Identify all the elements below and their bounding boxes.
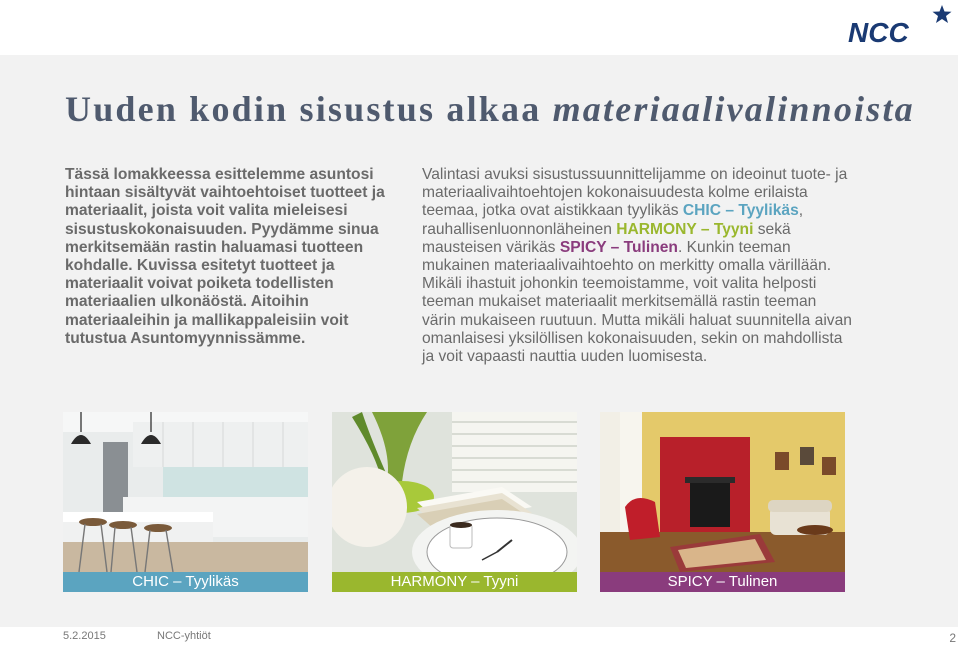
star-icon	[933, 5, 952, 23]
title-regular: Uuden kodin sisustus alkaa	[65, 89, 553, 129]
harmony-photo	[332, 412, 577, 572]
theme-label-chic: CHIC – Tyylikäs	[63, 572, 308, 592]
body-part-1: Valintasi avuksi sisustussuunnittelijamme on ideoinut tuote- ja materiaalivaihtoehtojen kokonaisuudesta kolme erilaista teemaa, jotka ovat aistikkaan tyylikäs	[422, 166, 848, 220]
harmony-highlight: HARMONY – Tyyni	[616, 220, 754, 238]
body-part-3: sekä mausteisen värikäs	[422, 220, 791, 256]
theme-card-chic	[63, 412, 308, 592]
spicy-photo	[600, 412, 845, 572]
ncc-logo	[848, 2, 956, 46]
intro-text: Tässä lomakkeessa esittelemme asuntosi hintaan sisältyvät vaihtoehtoiset tuotteet ja materiaalit, joista voit valita mieleisesi sisustuskokonaisuuden. Pyydämme sinua merkitsemään rastin haluamasi tuotteen kohdalle. Kuvissa esitetyt tuotteet ja materiaalit voivat poiketa todellisten materiaalien ulkonäöstä. Aitoihin materiaaleihin ja mallikappaleisiin voit tutustua Asuntomyynnissämme.	[65, 166, 385, 347]
spicy-highlight: SPICY – Tulinen	[559, 238, 678, 256]
body-part-4: . Kunkin teeman mukainen materiaalivaihtoehto on merkitty omalla värillään. Mikäli ihastuit johonkin teemoistamme, voit valita helposti teeman mukaiset materiaalit merkitsemällä rastin teeman värin mukaiseen ruutuun. Mutta mikäli haluat suunnitella aivan omanlaisesi yksilöllisen kokonaisuuden, sekin on mahdollista ja voit vapaasti nauttia uuden luomisesta.	[422, 238, 852, 366]
body-part-2: , rauhallisenluonnonläheinen	[422, 202, 804, 238]
top-bar	[0, 0, 960, 55]
theme-card-spicy	[600, 412, 845, 592]
footer	[0, 627, 960, 645]
logo-text: NCC	[848, 17, 909, 46]
page-title	[65, 88, 915, 130]
footer-company: NCC-yhtiöt	[157, 630, 211, 642]
body-text	[422, 166, 852, 366]
theme-label-harmony: HARMONY – Tyyni	[332, 572, 577, 592]
theme-label-spicy: SPICY – Tulinen	[600, 572, 845, 592]
theme-card-harmony	[332, 412, 577, 592]
kitchen-photo	[63, 412, 308, 572]
chic-highlight: CHIC – Tyylikäs	[682, 202, 799, 220]
page-number: 2	[949, 631, 956, 645]
title-italic: materiaalivalinnoista	[552, 89, 915, 129]
footer-date: 5.2.2015	[63, 630, 106, 642]
